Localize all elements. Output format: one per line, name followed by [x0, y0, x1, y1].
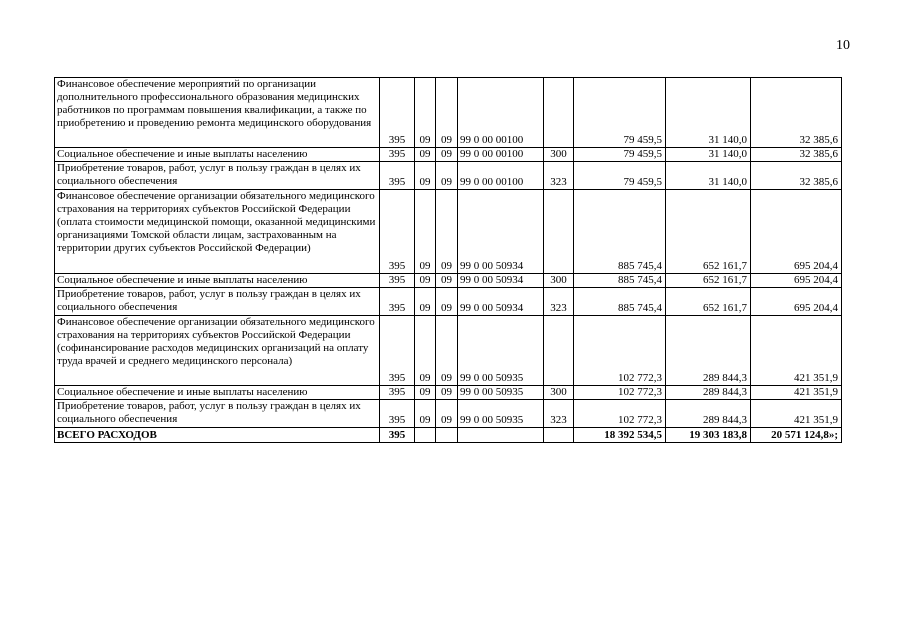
- amount-year-2: 289 844,3: [666, 386, 751, 400]
- expense-type-code: 300: [544, 274, 574, 288]
- expense-type-code: 323: [544, 400, 574, 428]
- row-name: Социальное обеспечение и иные выплаты населению: [55, 274, 380, 288]
- amount-year-2: 289 844,3: [666, 400, 751, 428]
- ministry-code: 395: [380, 274, 415, 288]
- amount-year-1: 885 745,4: [574, 190, 666, 274]
- subsection-code: 09: [436, 386, 458, 400]
- table-row: [55, 274, 842, 288]
- expense-type-code: 323: [544, 162, 574, 190]
- amount-year-3: 32 385,6: [751, 162, 842, 190]
- table-row: [55, 78, 842, 148]
- total-row: [55, 428, 842, 443]
- target-item-code: 99 0 00 00100: [458, 78, 544, 148]
- empty-cell: [458, 428, 544, 443]
- amount-year-3: 695 204,4: [751, 288, 842, 316]
- target-item-code: 99 0 00 50935: [458, 386, 544, 400]
- table-row: [55, 190, 842, 274]
- expense-type-code: [544, 190, 574, 274]
- ministry-code: 395: [380, 78, 415, 148]
- subsection-code: 09: [436, 162, 458, 190]
- amount-year-3: 421 351,9: [751, 400, 842, 428]
- amount-year-1: 102 772,3: [574, 386, 666, 400]
- empty-cell: [436, 428, 458, 443]
- subsection-code: 09: [436, 400, 458, 428]
- total-year-1: 18 392 534,5: [574, 428, 666, 443]
- subsection-code: 09: [436, 148, 458, 162]
- amount-year-3: 32 385,6: [751, 78, 842, 148]
- target-item-code: 99 0 00 00100: [458, 162, 544, 190]
- amount-year-2: 31 140,0: [666, 78, 751, 148]
- target-item-code: 99 0 00 00100: [458, 148, 544, 162]
- section-code: 09: [415, 78, 436, 148]
- section-code: 09: [415, 148, 436, 162]
- target-item-code: 99 0 00 50934: [458, 288, 544, 316]
- table-row: [55, 148, 842, 162]
- amount-year-2: 31 140,0: [666, 162, 751, 190]
- total-year-2: 19 303 183,8: [666, 428, 751, 443]
- expense-type-code: 323: [544, 288, 574, 316]
- amount-year-1: 79 459,5: [574, 162, 666, 190]
- section-code: 09: [415, 386, 436, 400]
- amount-year-3: 421 351,9: [751, 386, 842, 400]
- amount-year-1: 79 459,5: [574, 148, 666, 162]
- amount-year-2: 652 161,7: [666, 288, 751, 316]
- ministry-code: 395: [380, 316, 415, 386]
- expense-type-code: [544, 78, 574, 148]
- amount-year-3: 32 385,6: [751, 148, 842, 162]
- section-code: 09: [415, 316, 436, 386]
- ministry-code: 395: [380, 386, 415, 400]
- amount-year-1: 102 772,3: [574, 316, 666, 386]
- target-item-code: 99 0 00 50935: [458, 316, 544, 386]
- total-year-3: 20 571 124,8»;: [751, 428, 842, 443]
- amount-year-3: 695 204,4: [751, 190, 842, 274]
- expense-type-code: 300: [544, 148, 574, 162]
- amount-year-3: 695 204,4: [751, 274, 842, 288]
- section-code: 09: [415, 288, 436, 316]
- amount-year-1: 885 745,4: [574, 288, 666, 316]
- empty-cell: [415, 428, 436, 443]
- amount-year-2: 652 161,7: [666, 190, 751, 274]
- total-label: ВСЕГО РАСХОДОВ: [55, 428, 380, 443]
- row-name: Финансовое обеспечение организации обязательного медицинского страхования на территориях субъектов Российской Федерации (софинансирование расходов медицинских организаций на оплату труда врачей и среднего медицинского персонала): [55, 316, 380, 386]
- empty-cell: [544, 428, 574, 443]
- page-number: 10: [836, 38, 850, 53]
- table-row: [55, 386, 842, 400]
- ministry-code: 395: [380, 162, 415, 190]
- target-item-code: 99 0 00 50935: [458, 400, 544, 428]
- total-ministry-code: 395: [380, 428, 415, 443]
- target-item-code: 99 0 00 50934: [458, 274, 544, 288]
- row-name: Приобретение товаров, работ, услуг в пользу граждан в целях их социального обеспечения: [55, 288, 380, 316]
- row-name: Финансовое обеспечение мероприятий по организации дополнительного профессионального образования медицинских работников по программам повышения квалификации, а также по приобретению и проведению ремонта медицинского оборудования: [55, 78, 380, 148]
- section-code: 09: [415, 274, 436, 288]
- section-code: 09: [415, 400, 436, 428]
- subsection-code: 09: [436, 316, 458, 386]
- section-code: 09: [415, 162, 436, 190]
- table-row: [55, 162, 842, 190]
- ministry-code: 395: [380, 148, 415, 162]
- amount-year-2: 289 844,3: [666, 316, 751, 386]
- subsection-code: 09: [436, 288, 458, 316]
- subsection-code: 09: [436, 190, 458, 274]
- section-code: 09: [415, 190, 436, 274]
- row-name: Финансовое обеспечение организации обязательного медицинского страхования на территориях субъектов Российской Федерации (оплата стоимости медицинской помощи, оказанной медицинскими организациями Томской области лицам, застрахованным на территории других субъектов Российской Федерации): [55, 190, 380, 274]
- amount-year-3: 421 351,9: [751, 316, 842, 386]
- table-row: [55, 400, 842, 428]
- expenditure-table: [54, 77, 842, 443]
- ministry-code: 395: [380, 190, 415, 274]
- table-row: [55, 316, 842, 386]
- table-row: [55, 288, 842, 316]
- row-name: Приобретение товаров, работ, услуг в пользу граждан в целях их социального обеспечения: [55, 400, 380, 428]
- expense-type-code: [544, 316, 574, 386]
- amount-year-1: 79 459,5: [574, 78, 666, 148]
- subsection-code: 09: [436, 78, 458, 148]
- row-name: Приобретение товаров, работ, услуг в пользу граждан в целях их социального обеспечения: [55, 162, 380, 190]
- row-name: Социальное обеспечение и иные выплаты населению: [55, 386, 380, 400]
- subsection-code: 09: [436, 274, 458, 288]
- ministry-code: 395: [380, 400, 415, 428]
- amount-year-1: 885 745,4: [574, 274, 666, 288]
- row-name: Социальное обеспечение и иные выплаты населению: [55, 148, 380, 162]
- amount-year-2: 652 161,7: [666, 274, 751, 288]
- amount-year-2: 31 140,0: [666, 148, 751, 162]
- expense-type-code: 300: [544, 386, 574, 400]
- ministry-code: 395: [380, 288, 415, 316]
- target-item-code: 99 0 00 50934: [458, 190, 544, 274]
- amount-year-1: 102 772,3: [574, 400, 666, 428]
